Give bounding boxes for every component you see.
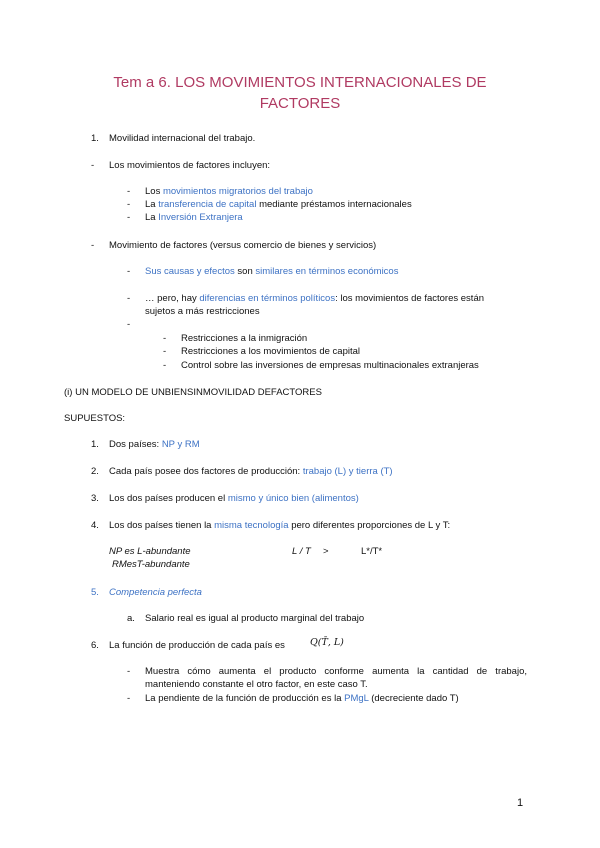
bullet-b-dash: - bbox=[91, 240, 95, 251]
text-suffix: (decreciente dado T) bbox=[368, 693, 459, 704]
text-prefix: Los dos países producen el bbox=[109, 493, 228, 504]
greater-than: > bbox=[323, 546, 329, 557]
highlight-text: NP y RM bbox=[161, 439, 200, 450]
item-5a-letter: a. bbox=[127, 613, 135, 624]
text-prefix: Los dos países tienen la bbox=[109, 520, 215, 531]
ratio-rm: L*/T* bbox=[361, 546, 383, 557]
item-6-text: La función de producción de cada país es bbox=[109, 640, 285, 651]
restriction-item: Restricciones a la inmigración bbox=[181, 333, 308, 344]
page-number: 1 bbox=[517, 797, 524, 809]
political-differences-item bbox=[145, 293, 484, 304]
highlight-text: transferencia de capital bbox=[158, 199, 257, 210]
sub-dash: - bbox=[127, 186, 131, 197]
item-5a-text: Salario real es igual al producto marginal del trabajo bbox=[145, 613, 365, 624]
text-prefix: Cada país posee dos factores de producción: bbox=[109, 466, 303, 477]
item-6-bullet-1-line1: Muestra cómo aumenta el producto conforme aumenta la cantidad de trabajo, bbox=[145, 666, 527, 677]
highlight-text: diferencias en términos políticos bbox=[199, 293, 336, 304]
item-5-text: Competencia perfecta bbox=[109, 587, 202, 598]
restriction-dash: - bbox=[163, 333, 167, 344]
restriction-dash: - bbox=[163, 346, 167, 357]
sub-dash: - bbox=[127, 319, 131, 330]
page-title-line2: FACTORES bbox=[259, 95, 341, 112]
assumption-number: 3. bbox=[91, 493, 99, 504]
sub-dash: - bbox=[127, 212, 131, 223]
highlight-text: mismo y único bien (alimentos) bbox=[227, 493, 359, 504]
item-6-number: 6. bbox=[91, 640, 99, 651]
text-middle: son bbox=[234, 266, 256, 277]
highlight-text: misma tecnología bbox=[214, 520, 289, 531]
highlight-text: trabajo (L) y tierra (T) bbox=[302, 466, 393, 477]
ratio-np: L / T bbox=[292, 546, 311, 557]
production-function-formula: Q(T̄, L) bbox=[310, 637, 344, 648]
text-prefix: Los bbox=[145, 186, 163, 197]
political-differences-line2: sujetos a más restricciones bbox=[145, 306, 260, 317]
factor-movement-item bbox=[145, 186, 313, 197]
text-prefix: … pero, hay bbox=[145, 293, 200, 304]
text-suffix: mediante préstamos internacionales bbox=[256, 199, 412, 210]
sub-dash: - bbox=[127, 693, 131, 704]
text-prefix: La bbox=[145, 199, 159, 210]
np-abundance: NP es L-abundante bbox=[109, 546, 191, 557]
item-1-number: 1. bbox=[91, 133, 99, 144]
highlight-text: Sus causas y efectos bbox=[145, 266, 235, 277]
text-suffix: pero diferentes proporciones de L y T: bbox=[288, 520, 451, 531]
highlight-text: movimientos migratorios del trabajo bbox=[162, 186, 313, 197]
sub-dash: - bbox=[127, 199, 131, 210]
assumption-number: 2. bbox=[91, 466, 99, 477]
factor-movement-item bbox=[145, 212, 243, 223]
assumption-item bbox=[109, 520, 450, 531]
item-6-bullet-1-line2: manteniendo constante el otro factor, en este caso T. bbox=[145, 679, 368, 690]
sub-dash: - bbox=[127, 293, 131, 304]
causes-effects-item bbox=[145, 266, 398, 277]
restriction-item: Control sobre las inversiones de empresas multinacionales extranjeras bbox=[181, 360, 479, 371]
item-5-number: 5. bbox=[91, 587, 99, 598]
item-1-text: Movilidad internacional del trabajo. bbox=[109, 133, 256, 144]
page-title-line1: Tem a 6. LOS MOVIMIENTOS INTERNACIONALES DE bbox=[113, 74, 487, 91]
factor-movement-item bbox=[145, 199, 412, 210]
bullet-a-dash: - bbox=[91, 160, 95, 171]
assumption-item bbox=[109, 493, 359, 504]
assumption-number: 4. bbox=[91, 520, 99, 531]
text-prefix: La bbox=[145, 212, 159, 223]
text-suffix: : los movimientos de factores están bbox=[335, 293, 485, 304]
highlight-text: similares en términos económicos bbox=[255, 266, 399, 277]
assumption-item bbox=[109, 439, 200, 450]
rm-abundance: RMesT-abundante bbox=[112, 559, 190, 570]
text-prefix: Dos países: bbox=[109, 439, 162, 450]
highlight-text: PMgL bbox=[344, 693, 369, 704]
supuestos-heading: SUPUESTOS: bbox=[64, 413, 126, 424]
bullet-a-text: Los movimientos de factores incluyen: bbox=[109, 160, 271, 171]
highlight-text: Inversión Extranjera bbox=[158, 212, 243, 223]
assumption-item bbox=[109, 466, 393, 477]
model-heading: (i) UN MODELO DE UNBIENSINMOVILIDAD DEFACTORES bbox=[64, 387, 322, 398]
restriction-dash: - bbox=[163, 360, 167, 371]
bullet-b-text: Movimiento de factores (versus comercio de bienes y servicios) bbox=[109, 240, 377, 251]
assumption-number: 1. bbox=[91, 439, 99, 450]
sub-dash: - bbox=[127, 666, 131, 677]
text-prefix: La pendiente de la función de producción es la bbox=[145, 693, 345, 704]
sub-dash: - bbox=[127, 266, 131, 277]
item-6-bullet-2 bbox=[145, 693, 459, 704]
restriction-item: Restricciones a los movimientos de capital bbox=[181, 346, 360, 357]
